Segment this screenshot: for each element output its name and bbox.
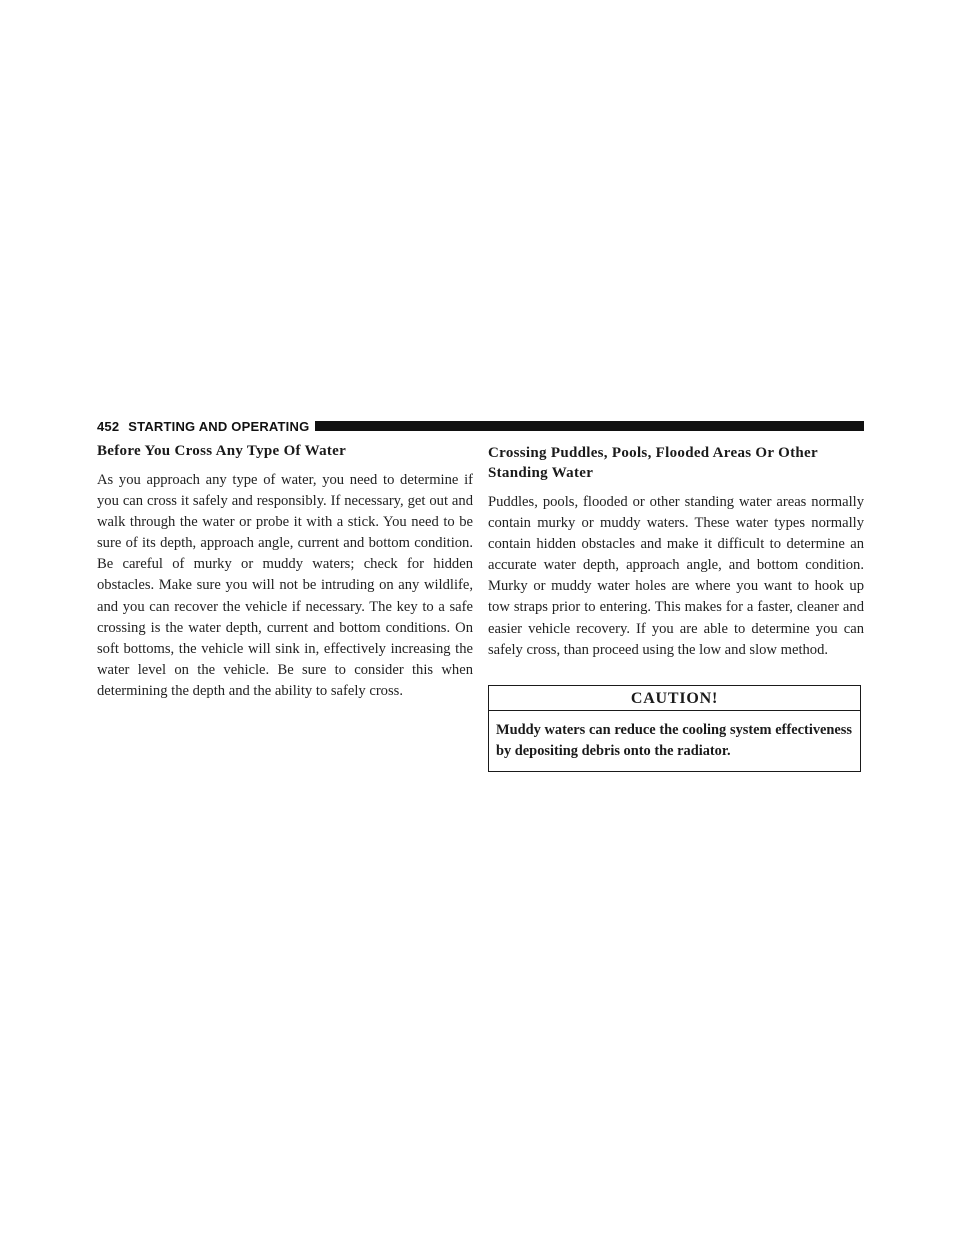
caution-box xyxy=(488,685,861,772)
right-column xyxy=(488,441,864,772)
page-number: 452 xyxy=(97,418,120,434)
caution-title: CAUTION! xyxy=(489,686,860,711)
section-heading-crossing-puddles: Crossing Puddles, Pools, Flooded Areas Or Other Standing Water xyxy=(488,445,818,481)
page-header xyxy=(97,419,864,433)
section-heading-before-you-cross: Before You Cross Any Type Of Water xyxy=(97,443,347,459)
header-rule xyxy=(315,421,864,431)
caution-text: Muddy waters can reduce the cooling system effectiveness by depositing debris onto the radiator. xyxy=(496,721,852,759)
left-column xyxy=(97,441,473,702)
body-paragraph-crossing-puddles: Puddles, pools, flooded or other standing water areas normally contain murky or muddy waters. These water types normally contain hidden obstacles and make it difficult to determine an accurate water depth, approach angle, and bottom condition. Murky or muddy water holes are where you want to hook up tow straps prior to entering. This makes for a faster, cleaner and easier vehicle recovery. If you are able to determine you can safely cross, than proceed using the low and slow method. xyxy=(488,494,864,658)
section-title: STARTING AND OPERATING xyxy=(128,418,310,434)
body-paragraph-before-you-cross: As you approach any type of water, you need to determine if you can cross it safely and responsibly. If necessary, get out and walk through the water or probe it with a stick. You need to be sure of its depth, approach angle, current and bottom condition. Be careful of murky or muddy waters; check for hidden obstacles. Make sure you will not be intruding on any wildlife, and you can recover the vehicle if necessary. The key to a safe crossing is the water depth, current and bottom conditions. On soft bottoms, the vehicle will sink in, effectively increasing the water level on the vehicle. Be sure to consider this when determining the depth and the ability to safely cross. xyxy=(97,472,473,699)
